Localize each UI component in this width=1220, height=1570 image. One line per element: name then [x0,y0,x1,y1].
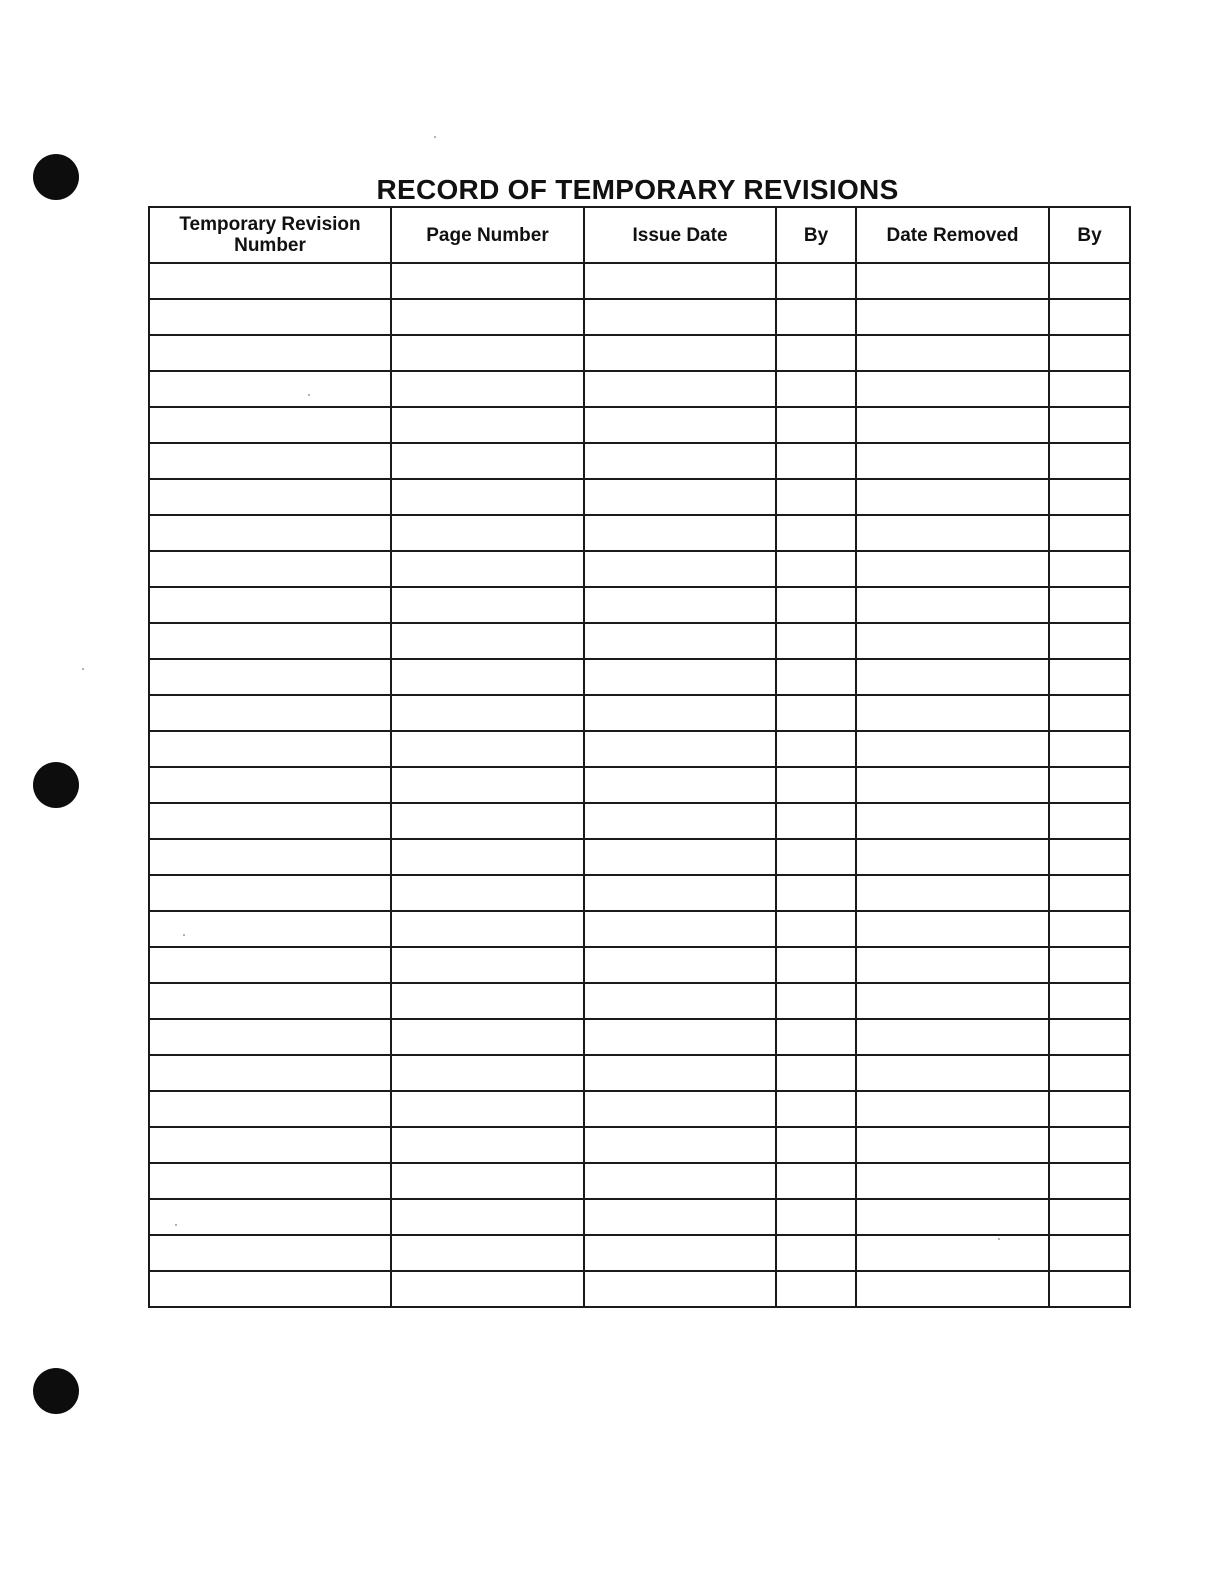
cell-date-removed[interactable] [856,659,1049,695]
cell-date-removed[interactable] [856,983,1049,1019]
cell-revision-number[interactable] [149,659,391,695]
cell-date-removed[interactable] [856,335,1049,371]
cell-by[interactable] [776,479,856,515]
cell-by[interactable] [776,371,856,407]
cell-removed-by[interactable] [1049,803,1130,839]
cell-by[interactable] [776,551,856,587]
cell-removed-by[interactable] [1049,407,1130,443]
cell-page-number[interactable] [391,299,584,335]
table-row [149,839,1130,875]
cell-by[interactable] [776,1127,856,1163]
cell-page-number[interactable] [391,479,584,515]
cell-removed-by[interactable] [1049,911,1130,947]
cell-by[interactable] [776,803,856,839]
cell-issue-date[interactable] [584,551,776,587]
cell-date-removed[interactable] [856,911,1049,947]
table-row [149,335,1130,371]
cell-by[interactable] [776,731,856,767]
column-header-removed-by: By [1049,207,1130,263]
cell-revision-number[interactable] [149,1235,391,1271]
table-row [149,1271,1130,1307]
cell-revision-number[interactable] [149,983,391,1019]
binder-hole-middle [33,762,79,808]
table-row [149,659,1130,695]
cell-issue-date[interactable] [584,875,776,911]
cell-page-number[interactable] [391,1235,584,1271]
cell-revision-number[interactable] [149,803,391,839]
cell-date-removed[interactable] [856,1235,1049,1271]
cell-page-number[interactable] [391,1019,584,1055]
cell-removed-by[interactable] [1049,1199,1130,1235]
cell-page-number[interactable] [391,623,584,659]
cell-page-number[interactable] [391,263,584,299]
cell-removed-by[interactable] [1049,551,1130,587]
cell-page-number[interactable] [391,371,584,407]
cell-removed-by[interactable] [1049,767,1130,803]
cell-date-removed[interactable] [856,623,1049,659]
cell-page-number[interactable] [391,515,584,551]
table-row [149,803,1130,839]
cell-page-number[interactable] [391,731,584,767]
cell-date-removed[interactable] [856,767,1049,803]
cell-revision-number[interactable] [149,1199,391,1235]
cell-by[interactable] [776,1199,856,1235]
cell-removed-by[interactable] [1049,299,1130,335]
cell-date-removed[interactable] [856,371,1049,407]
cell-page-number[interactable] [391,659,584,695]
cell-date-removed[interactable] [856,407,1049,443]
cell-by[interactable] [776,875,856,911]
cell-by[interactable] [776,623,856,659]
cell-issue-date[interactable] [584,839,776,875]
cell-removed-by[interactable] [1049,947,1130,983]
cell-removed-by[interactable] [1049,839,1130,875]
cell-by[interactable] [776,695,856,731]
cell-revision-number[interactable] [149,623,391,659]
page-title: RECORD OF TEMPORARY REVISIONS [376,173,899,205]
cell-issue-date[interactable] [584,1235,776,1271]
cell-revision-number[interactable] [149,515,391,551]
cell-date-removed[interactable] [856,263,1049,299]
cell-date-removed[interactable] [856,443,1049,479]
table-row [149,1127,1130,1163]
cell-by[interactable] [776,1163,856,1199]
table-row [149,695,1130,731]
table-row [149,947,1130,983]
cell-revision-number[interactable] [149,299,391,335]
cell-page-number[interactable] [391,767,584,803]
cell-removed-by[interactable] [1049,443,1130,479]
cell-by[interactable] [776,515,856,551]
cell-revision-number[interactable] [149,1019,391,1055]
cell-page-number[interactable] [391,947,584,983]
cell-issue-date[interactable] [584,659,776,695]
cell-removed-by[interactable] [1049,659,1130,695]
cell-date-removed[interactable] [856,731,1049,767]
cell-by[interactable] [776,1235,856,1271]
cell-by[interactable] [776,299,856,335]
cell-issue-date[interactable] [584,299,776,335]
cell-removed-by[interactable] [1049,1055,1130,1091]
cell-date-removed[interactable] [856,515,1049,551]
cell-removed-by[interactable] [1049,263,1130,299]
cell-issue-date[interactable] [584,911,776,947]
revision-record-table [148,206,1131,1308]
cell-removed-by[interactable] [1049,1127,1130,1163]
table-row [149,1019,1130,1055]
cell-issue-date[interactable] [584,731,776,767]
cell-date-removed[interactable] [856,1199,1049,1235]
cell-page-number[interactable] [391,551,584,587]
cell-revision-number[interactable] [149,1055,391,1091]
cell-page-number[interactable] [391,1271,584,1307]
cell-page-number[interactable] [391,839,584,875]
cell-date-removed[interactable] [856,1019,1049,1055]
cell-issue-date[interactable] [584,263,776,299]
cell-date-removed[interactable] [856,1127,1049,1163]
cell-by[interactable] [776,1019,856,1055]
cell-issue-date[interactable] [584,587,776,623]
cell-by[interactable] [776,335,856,371]
table-row [149,1235,1130,1271]
table-row [149,299,1130,335]
table-row [149,875,1130,911]
table-row [149,1091,1130,1127]
cell-page-number[interactable] [391,587,584,623]
cell-by[interactable] [776,407,856,443]
cell-revision-number[interactable] [149,263,391,299]
cell-revision-number[interactable] [149,839,391,875]
cell-removed-by[interactable] [1049,1271,1130,1307]
cell-by[interactable] [776,443,856,479]
cell-revision-number[interactable] [149,587,391,623]
table-row [149,1055,1130,1091]
cell-by[interactable] [776,1091,856,1127]
table-body [149,263,1130,1307]
table-row [149,443,1130,479]
cell-by[interactable] [776,659,856,695]
cell-page-number[interactable] [391,1055,584,1091]
cell-revision-number[interactable] [149,335,391,371]
cell-removed-by[interactable] [1049,479,1130,515]
cell-revision-number[interactable] [149,767,391,803]
table-row [149,479,1130,515]
cell-date-removed[interactable] [856,875,1049,911]
cell-date-removed[interactable] [856,695,1049,731]
table-row [149,263,1130,299]
cell-by[interactable] [776,587,856,623]
cell-issue-date[interactable] [584,695,776,731]
cell-issue-date[interactable] [584,767,776,803]
table-row [149,983,1130,1019]
cell-issue-date[interactable] [584,1127,776,1163]
cell-by[interactable] [776,1271,856,1307]
cell-issue-date[interactable] [584,947,776,983]
cell-revision-number[interactable] [149,1163,391,1199]
cell-removed-by[interactable] [1049,983,1130,1019]
table-row [149,407,1130,443]
cell-issue-date[interactable] [584,623,776,659]
cell-date-removed[interactable] [856,299,1049,335]
table-row [149,587,1130,623]
cell-revision-number[interactable] [149,371,391,407]
cell-issue-date[interactable] [584,479,776,515]
cell-page-number[interactable] [391,1163,584,1199]
cell-revision-number[interactable] [149,1091,391,1127]
binder-hole-bottom [33,1368,79,1414]
cell-removed-by[interactable] [1049,731,1130,767]
cell-by[interactable] [776,263,856,299]
table-row [149,767,1130,803]
table-row [149,551,1130,587]
cell-page-number[interactable] [391,443,584,479]
cell-date-removed[interactable] [856,479,1049,515]
cell-removed-by[interactable] [1049,1019,1130,1055]
cell-page-number[interactable] [391,695,584,731]
cell-page-number[interactable] [391,911,584,947]
cell-date-removed[interactable] [856,803,1049,839]
cell-by[interactable] [776,839,856,875]
cell-revision-number[interactable] [149,407,391,443]
cell-by[interactable] [776,983,856,1019]
cell-page-number[interactable] [391,983,584,1019]
table-row [149,911,1130,947]
cell-issue-date[interactable] [584,1163,776,1199]
cell-issue-date[interactable] [584,515,776,551]
cell-date-removed[interactable] [856,947,1049,983]
cell-date-removed[interactable] [856,1091,1049,1127]
cell-issue-date[interactable] [584,443,776,479]
cell-revision-number[interactable] [149,443,391,479]
cell-removed-by[interactable] [1049,1235,1130,1271]
cell-revision-number[interactable] [149,731,391,767]
cell-date-removed[interactable] [856,839,1049,875]
cell-removed-by[interactable] [1049,587,1130,623]
table-row [149,1199,1130,1235]
cell-issue-date[interactable] [584,1019,776,1055]
cell-page-number[interactable] [391,803,584,839]
cell-removed-by[interactable] [1049,1163,1130,1199]
cell-removed-by[interactable] [1049,515,1130,551]
column-header-by: By [776,207,856,263]
cell-page-number[interactable] [391,875,584,911]
cell-removed-by[interactable] [1049,371,1130,407]
column-header-issue-date: Issue Date [584,207,776,263]
cell-page-number[interactable] [391,1091,584,1127]
cell-revision-number[interactable] [149,1271,391,1307]
cell-removed-by[interactable] [1049,1091,1130,1127]
cell-page-number[interactable] [391,1127,584,1163]
cell-by[interactable] [776,767,856,803]
cell-removed-by[interactable] [1049,875,1130,911]
column-header-page-number: Page Number [391,207,584,263]
cell-revision-number[interactable] [149,947,391,983]
cell-revision-number[interactable] [149,875,391,911]
table-row [149,1163,1130,1199]
table-row [149,731,1130,767]
cell-issue-date[interactable] [584,1199,776,1235]
cell-issue-date[interactable] [584,1091,776,1127]
cell-by[interactable] [776,1055,856,1091]
column-header-date-removed: Date Removed [856,207,1049,263]
cell-page-number[interactable] [391,407,584,443]
cell-removed-by[interactable] [1049,335,1130,371]
cell-date-removed[interactable] [856,1271,1049,1307]
column-header-revision-number: Temporary Revision Number [149,207,391,263]
table-row [149,623,1130,659]
cell-removed-by[interactable] [1049,623,1130,659]
cell-by[interactable] [776,911,856,947]
cell-revision-number[interactable] [149,1127,391,1163]
cell-issue-date[interactable] [584,407,776,443]
cell-date-removed[interactable] [856,1055,1049,1091]
cell-revision-number[interactable] [149,911,391,947]
cell-issue-date[interactable] [584,1271,776,1307]
cell-issue-date[interactable] [584,1055,776,1091]
cell-date-removed[interactable] [856,1163,1049,1199]
cell-issue-date[interactable] [584,983,776,1019]
table-header-row [149,207,1130,263]
cell-issue-date[interactable] [584,335,776,371]
cell-removed-by[interactable] [1049,695,1130,731]
cell-date-removed[interactable] [856,587,1049,623]
cell-revision-number[interactable] [149,551,391,587]
cell-page-number[interactable] [391,1199,584,1235]
cell-issue-date[interactable] [584,803,776,839]
cell-issue-date[interactable] [584,371,776,407]
cell-revision-number[interactable] [149,695,391,731]
table-row [149,371,1130,407]
cell-date-removed[interactable] [856,551,1049,587]
cell-page-number[interactable] [391,335,584,371]
cell-by[interactable] [776,947,856,983]
table-row [149,515,1130,551]
cell-revision-number[interactable] [149,479,391,515]
